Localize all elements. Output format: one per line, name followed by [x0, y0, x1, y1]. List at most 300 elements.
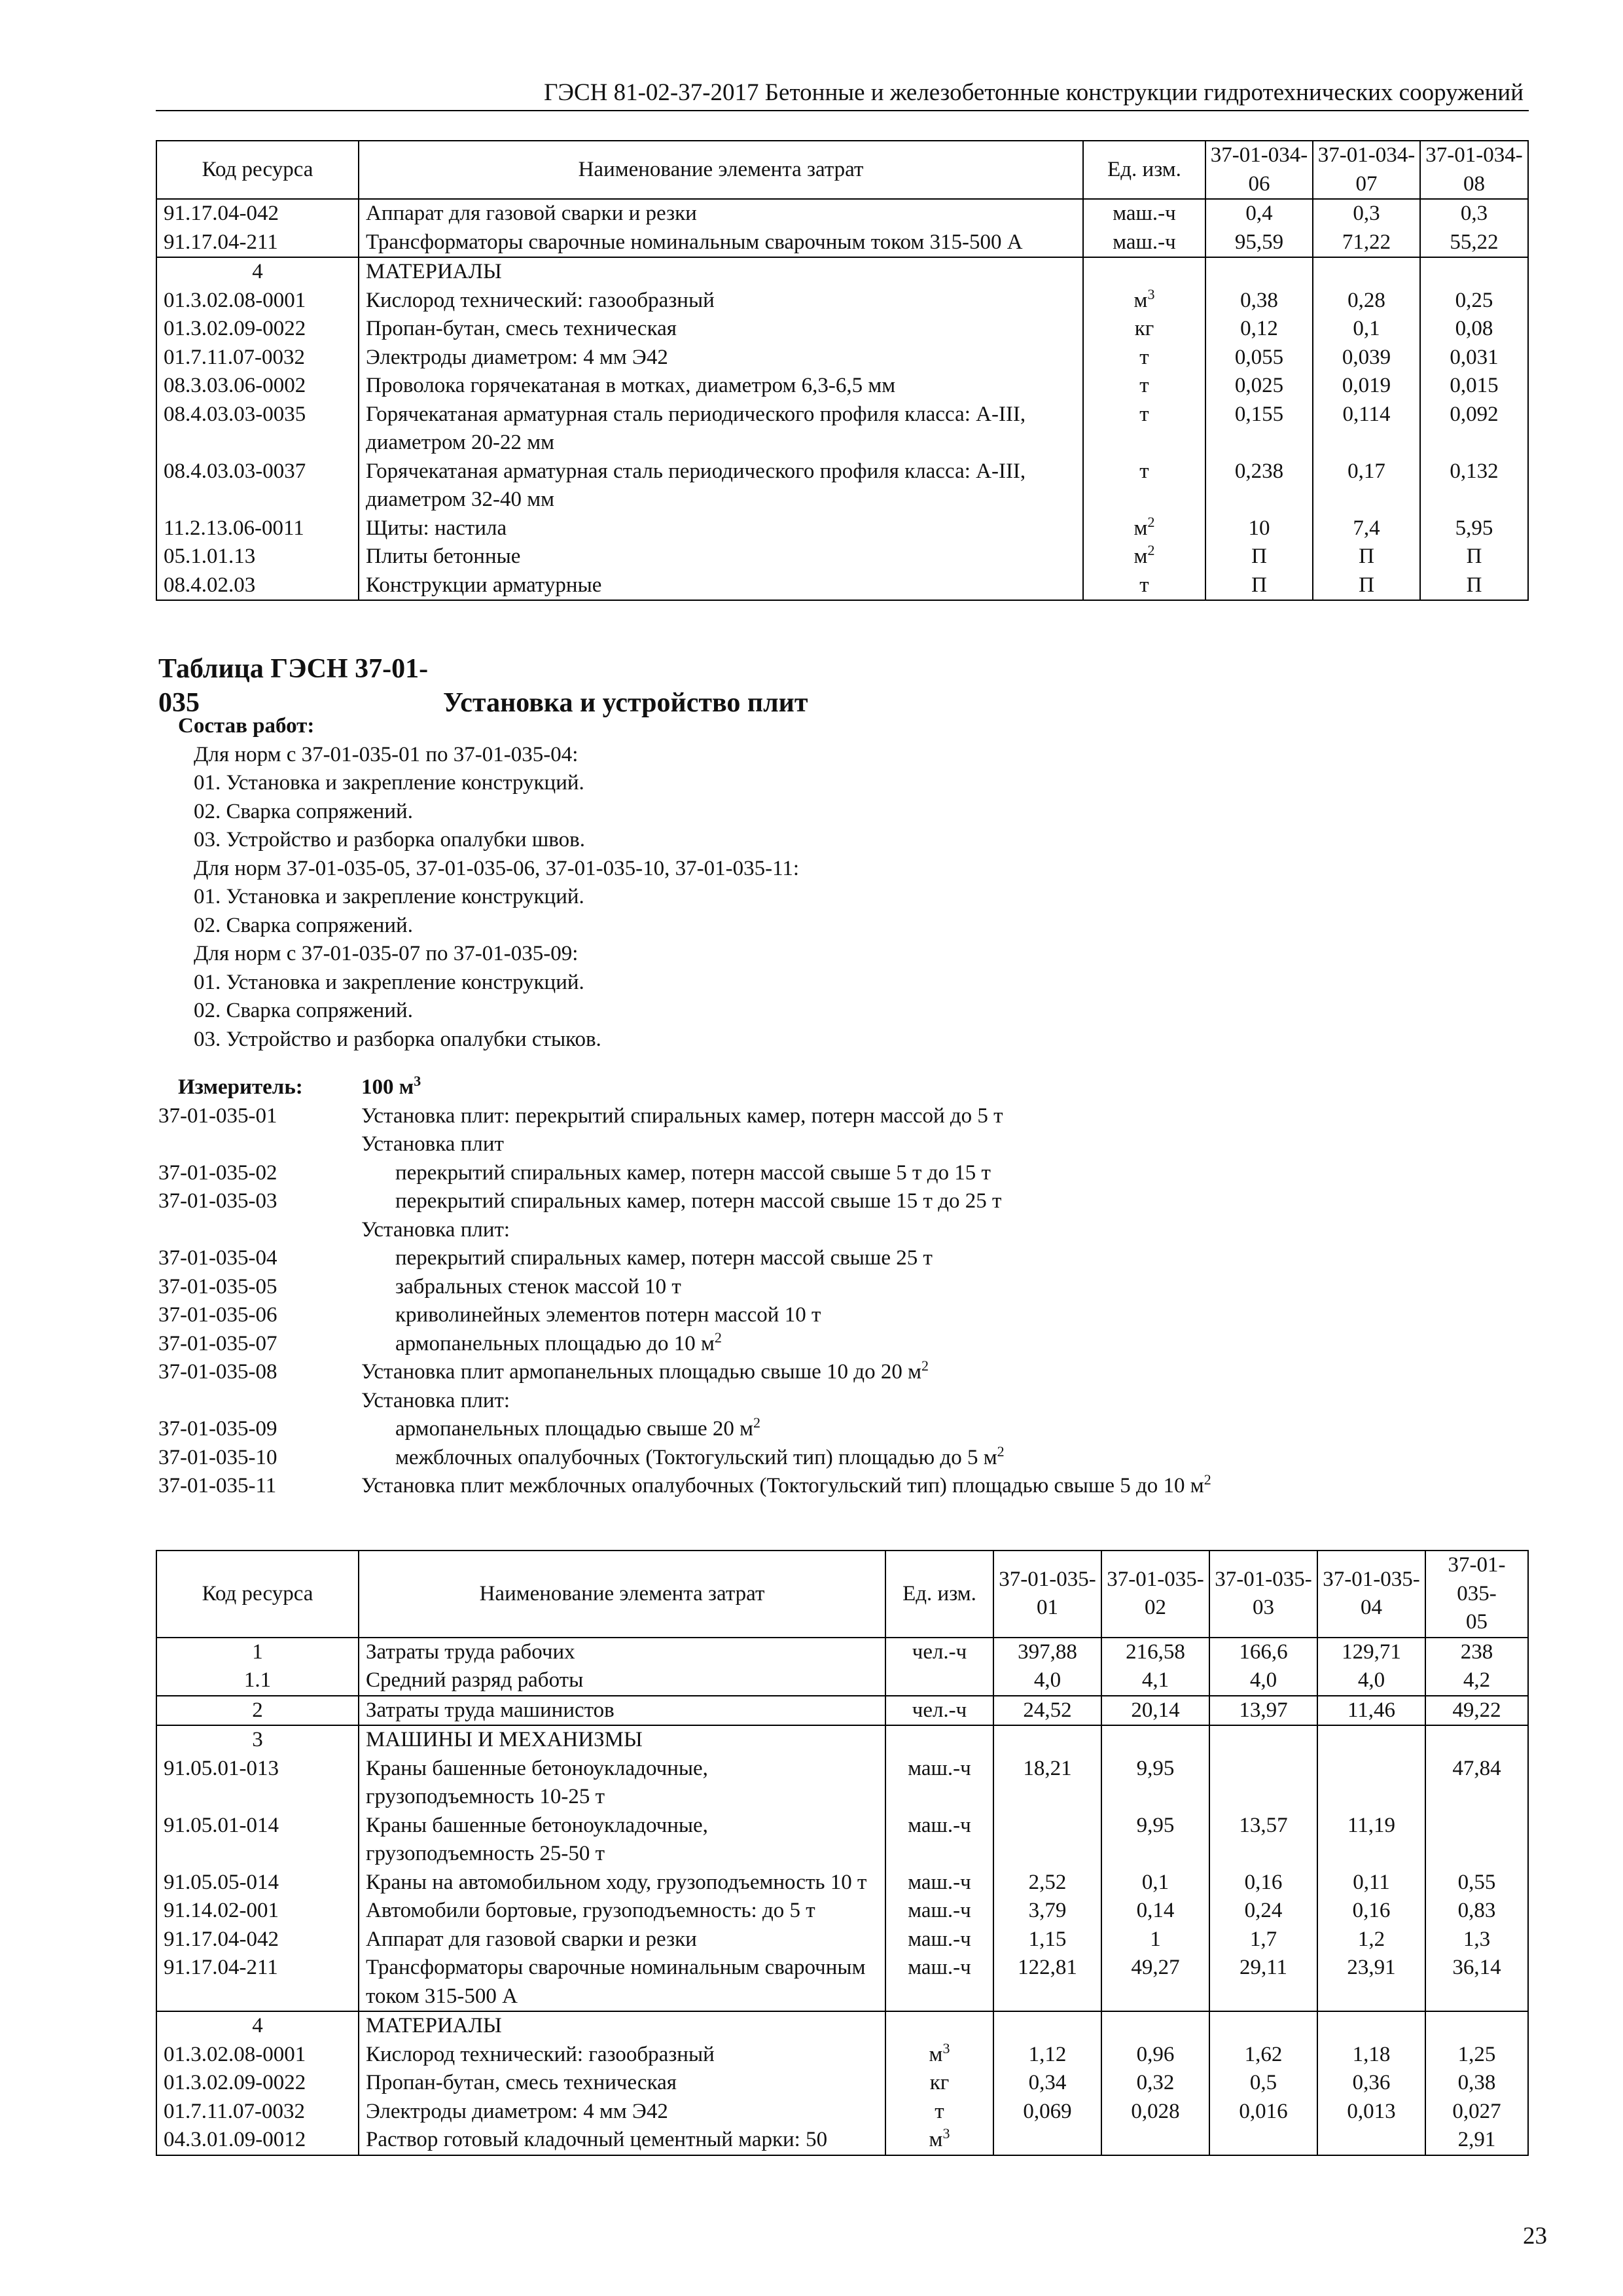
unit-power: 3: [1147, 285, 1155, 302]
table-row: [156, 571, 1528, 601]
unit-base: м: [929, 2042, 943, 2066]
norm-description: [361, 1102, 1598, 1131]
resource-unit: маш.-ч: [885, 1755, 993, 1812]
composition-line: 01. Установка и закрепление конструкций.: [194, 771, 584, 795]
norm-value: 0,055: [1205, 344, 1313, 372]
norm-value: 9,95: [1101, 1812, 1209, 1869]
col-header-code: Код ресурса: [156, 1551, 359, 1638]
resource-code: 08.4.03.03-0037: [156, 457, 359, 514]
norm-text: криволинейных элементов потерн массой 10 т: [395, 1303, 821, 1327]
norm-code: [158, 1130, 361, 1159]
norm-row: [158, 1444, 1598, 1473]
norm-value: [993, 1725, 1101, 1755]
resource-code: 01.7.11.07-0032: [156, 2098, 359, 2126]
resource-name: Кислород технический: газообразный: [359, 287, 1083, 315]
unit-base: м: [1133, 288, 1148, 312]
norm-text: Установка плит:: [361, 1388, 510, 1412]
norm-value: 0,031: [1420, 344, 1528, 372]
norm-description: [361, 1159, 1598, 1188]
norm-value: [1317, 1755, 1425, 1812]
resource-code: 11.2.13.06-0011: [156, 514, 359, 543]
table-row: [156, 1954, 1528, 2011]
norm-text: перекрытий спиральных камер, потерн массой свыше 25 т: [395, 1246, 933, 1270]
table-row: [156, 228, 1528, 258]
table-body: [156, 199, 1528, 600]
norm-value: 397,88: [993, 1638, 1101, 1667]
norm-row: [158, 1415, 1598, 1444]
norm-value: 0,96: [1101, 2041, 1209, 2070]
resource-name: Кислород технический: газообразный: [359, 2041, 885, 2070]
norm-value: 1,3: [1425, 1926, 1528, 1954]
norm-code: [158, 1216, 361, 1245]
norm-value: 0,11: [1317, 1869, 1425, 1897]
resource-unit: [885, 2041, 993, 2070]
norm-text: Установка плит:: [361, 1217, 510, 1242]
norm-value: 0,3: [1420, 199, 1528, 228]
norm-value: 36,14: [1425, 1954, 1528, 2011]
resource-name: Плиты бетонные: [359, 543, 1083, 571]
composition-line: 03. Устройство и разборка опалубки швов.: [194, 828, 585, 852]
norm-value: 0,28: [1313, 287, 1420, 315]
table-row: [156, 1926, 1528, 1954]
norm-value: 23,91: [1317, 1954, 1425, 2011]
unit-power: 3: [942, 2125, 950, 2142]
norm-code: 37-01-035-06: [158, 1303, 277, 1327]
norm-value: 0,12: [1205, 315, 1313, 344]
norm-value: 4,0: [993, 1666, 1101, 1696]
table-row: [156, 1897, 1528, 1926]
resource-unit: т: [1083, 372, 1205, 401]
resource-unit: кг: [885, 2069, 993, 2098]
resource-code: 01.3.02.09-0022: [156, 2069, 359, 2098]
norm-value: 0,1: [1101, 1869, 1209, 1897]
norm-value: 13,97: [1209, 1696, 1317, 1726]
norm-row: [158, 1216, 1598, 1245]
norm-description: [361, 1216, 1598, 1245]
resource-code: 91.17.04-042: [156, 199, 359, 228]
resource-name: Раствор готовый кладочный цементный марки: 50: [359, 2126, 885, 2155]
norm-value: 0,027: [1425, 2098, 1528, 2126]
norm-value: [1425, 1812, 1528, 1869]
resource-name: Трансформаторы сварочные номинальным сварочным током 315-500 А: [359, 1954, 885, 2011]
norm-value: 0,83: [1425, 1897, 1528, 1926]
norm-value: 0,039: [1313, 344, 1420, 372]
norm-value: 0,019: [1313, 372, 1420, 401]
norm-value: 1: [1101, 1926, 1209, 1954]
composition-line: 03. Устройство и разборка опалубки стыков.: [194, 1027, 601, 1051]
col-header-norm: 37-01-034- 06: [1205, 141, 1313, 199]
resource-unit: т: [1083, 457, 1205, 514]
resource-code: 01.7.11.07-0032: [156, 344, 359, 372]
resource-code: 01.3.02.08-0001: [156, 2041, 359, 2070]
norm-value: [993, 1812, 1101, 1869]
col-header-norm: 37-01-035- 04: [1317, 1551, 1425, 1638]
norm-value: 0,132: [1420, 457, 1528, 514]
resource-code: 1: [156, 1638, 359, 1667]
norm-rows: [158, 1102, 1598, 1501]
resource-unit: т: [1083, 571, 1205, 601]
norm-value: 0,55: [1425, 1869, 1528, 1897]
norm-value: 122,81: [993, 1954, 1101, 2011]
col-header-norm: 37-01-035- 03: [1209, 1551, 1317, 1638]
norm-value: 4,0: [1317, 1666, 1425, 1696]
resource-unit: чел.-ч: [885, 1638, 993, 1667]
composition-line: 02. Сварка сопряжений.: [194, 999, 413, 1022]
unit-base: м: [1133, 545, 1148, 568]
unit-base: м: [929, 2128, 943, 2151]
norm-value: 0,32: [1101, 2069, 1209, 2098]
norm-value: 129,71: [1317, 1638, 1425, 1667]
table-name: Установка и устройство плит: [443, 688, 808, 718]
col-header-norm: 37-01-035- 01: [993, 1551, 1101, 1638]
resource-unit: маш.-ч: [885, 1897, 993, 1926]
resource-code: 91.17.04-211: [156, 1954, 359, 2011]
resource-name: Щиты: настила: [359, 514, 1083, 543]
norm-code: 37-01-035-08: [158, 1360, 277, 1384]
resource-name: Электроды диаметром: 4 мм Э42: [359, 344, 1083, 372]
norm-row: [158, 1472, 1598, 1501]
norm-row: [158, 1301, 1598, 1330]
norm-text: забральных стенок массой 10 т: [395, 1274, 681, 1299]
col-header-norm: 37-01-034- 07: [1313, 141, 1420, 199]
norm-value: [1209, 2126, 1317, 2155]
norm-value: 18,21: [993, 1755, 1101, 1812]
norm-value: 0,015: [1420, 372, 1528, 401]
resource-name: Конструкции арматурные: [359, 571, 1083, 601]
norm-unit-sup: 2: [997, 1443, 1005, 1460]
norm-value: [1101, 1725, 1209, 1755]
norm-value: 0,25: [1420, 287, 1528, 315]
norm-text: перекрытий спиральных камер, потерн массой свыше 5 т до 15 т: [395, 1160, 991, 1185]
norm-value: 0,4: [1205, 199, 1313, 228]
norm-text: Установка плит: [361, 1132, 504, 1156]
norm-value: 0,155: [1205, 401, 1313, 457]
resource-name: Средний разряд работы: [359, 1666, 885, 1696]
table-row: [156, 1869, 1528, 1897]
norm-value: [1101, 2011, 1209, 2041]
table-row: [156, 1666, 1528, 1696]
resource-code: 91.05.01-014: [156, 1812, 359, 1869]
norm-value: 0,34: [993, 2069, 1101, 2098]
resource-name: Краны башенные бетоноукладочные, грузоподъемность 10-25 т: [359, 1755, 885, 1812]
resource-code: 91.05.01-013: [156, 1755, 359, 1812]
table-header: [156, 141, 1528, 199]
norm-value: 0,025: [1205, 372, 1313, 401]
norm-value: 13,57: [1209, 1812, 1317, 1869]
norm-description: [361, 1130, 1598, 1159]
norm-value: 1,7: [1209, 1926, 1317, 1954]
norm-value: 20,14: [1101, 1696, 1209, 1726]
norm-value: 49,27: [1101, 1954, 1209, 2011]
col-header-norm: 37-01-035- 05: [1425, 1551, 1528, 1638]
norm-value: [1205, 257, 1313, 287]
table-row: [156, 1755, 1528, 1812]
norm-value: 0,3: [1313, 199, 1420, 228]
resource-code: 08.4.03.03-0035: [156, 401, 359, 457]
norm-value: 0,092: [1420, 401, 1528, 457]
table-body: [156, 1638, 1528, 2155]
norm-value: 2,91: [1425, 2126, 1528, 2155]
table-row: [156, 2069, 1528, 2098]
col-header-code: Код ресурса: [156, 141, 359, 199]
norm-unit-sup: 2: [1204, 1471, 1211, 1488]
table-row: [156, 543, 1528, 571]
norm-description: [361, 1472, 1598, 1501]
norm-value: 0,08: [1420, 315, 1528, 344]
norm-value: 0,36: [1317, 2069, 1425, 2098]
document-title: ГЭСН 81-02-37-2017 Бетонные и железобетонные конструкции гидротехнических сооружений: [544, 79, 1524, 106]
norm-row: [158, 1130, 1598, 1159]
resource-name: Краны на автомобильном ходу, грузоподъемность 10 т: [359, 1869, 885, 1897]
unit-base: м: [1133, 516, 1148, 540]
norm-value: П: [1205, 571, 1313, 601]
norm-code: 37-01-035-07: [158, 1331, 277, 1355]
norm-value: 49,22: [1425, 1696, 1528, 1726]
norm-row: [158, 1102, 1598, 1131]
norm-row: [158, 1273, 1598, 1302]
table-row: [156, 401, 1528, 457]
norm-value: [1313, 257, 1420, 287]
resource-code: 2: [156, 1696, 359, 1726]
unit-power: 2: [1147, 542, 1155, 558]
col-header-name: Наименование элемента затрат: [359, 1551, 885, 1638]
col-header-norm: 37-01-035- 02: [1101, 1551, 1209, 1638]
norm-value: П: [1420, 571, 1528, 601]
resource-code: 08.3.03.06-0002: [156, 372, 359, 401]
norm-value: 1,2: [1317, 1926, 1425, 1954]
norm-value: 0,1: [1313, 315, 1420, 344]
norm-value: 24,52: [993, 1696, 1101, 1726]
norm-value: 0,38: [1425, 2069, 1528, 2098]
norm-value: [1420, 257, 1528, 287]
resource-unit: [1083, 514, 1205, 543]
header-rule: [156, 110, 1529, 111]
norm-value: 0,013: [1317, 2098, 1425, 2126]
norm-value: 1,25: [1425, 2041, 1528, 2070]
resource-name: Автомобили бортовые, грузоподъемность: до 5 т: [359, 1897, 885, 1926]
norm-value: 0,069: [993, 2098, 1101, 2126]
meter-row: [158, 1073, 1598, 1102]
resource-unit: т: [1083, 344, 1205, 372]
resource-table-035: [156, 1550, 1529, 2156]
table-row: [156, 1696, 1528, 1726]
norm-value: 0,028: [1101, 2098, 1209, 2126]
resource-unit: [885, 2011, 993, 2041]
resource-name: МАШИНЫ И МЕХАНИЗМЫ: [359, 1725, 885, 1755]
table-row: [156, 315, 1528, 344]
norm-value: 0,016: [1209, 2098, 1317, 2126]
resource-unit: маш.-ч: [1083, 199, 1205, 228]
resource-name: Пропан-бутан, смесь техническая: [359, 2069, 885, 2098]
resource-unit: маш.-ч: [885, 1812, 993, 1869]
resource-name: Затраты труда машинистов: [359, 1696, 885, 1726]
norm-code: 37-01-035-01: [158, 1103, 277, 1128]
norm-unit-sup: 2: [921, 1357, 929, 1374]
norm-value: 0,14: [1101, 1897, 1209, 1926]
page-header: [156, 77, 1529, 111]
resource-code: 1.1: [156, 1666, 359, 1696]
norm-value: 1,62: [1209, 2041, 1317, 2070]
meter-value-text: 100 м: [361, 1075, 414, 1099]
table-row: [156, 2126, 1528, 2155]
norm-text: перекрытий спиральных камер, потерн массой свыше 15 т до 25 т: [395, 1189, 1002, 1213]
norm-row: [158, 1330, 1598, 1359]
norm-value: 0,114: [1313, 401, 1420, 457]
resource-code: 91.05.05-014: [156, 1869, 359, 1897]
norm-value: П: [1205, 543, 1313, 571]
table-row: [156, 2041, 1528, 2070]
norm-row: [158, 1187, 1598, 1216]
norm-code: [158, 1387, 361, 1416]
resource-code: 05.1.01.13: [156, 543, 359, 571]
table-row: [156, 344, 1528, 372]
norm-value: [1209, 1755, 1317, 1812]
resource-unit: кг: [1083, 315, 1205, 344]
norm-value: П: [1313, 571, 1420, 601]
norm-unit-sup: 2: [753, 1414, 761, 1431]
resource-code: 91.17.04-042: [156, 1926, 359, 1954]
norm-value: 5,95: [1420, 514, 1528, 543]
norm-value: 0,16: [1317, 1897, 1425, 1926]
norm-value: 0,24: [1209, 1897, 1317, 1926]
norm-description: [361, 1273, 1598, 1302]
norm-description: [361, 1330, 1598, 1359]
norm-value: 1,15: [993, 1926, 1101, 1954]
norm-value: 7,4: [1313, 514, 1420, 543]
norm-value: П: [1420, 543, 1528, 571]
table-row: [156, 287, 1528, 315]
norm-value: [1101, 2126, 1209, 2155]
norm-value: 166,6: [1209, 1638, 1317, 1667]
resource-name: Пропан-бутан, смесь техническая: [359, 315, 1083, 344]
resource-unit: [885, 1725, 993, 1755]
norm-value: 10: [1205, 514, 1313, 543]
norm-code: 37-01-035-11: [158, 1474, 277, 1498]
norm-value: [1317, 1725, 1425, 1755]
norm-unit-sup: 2: [714, 1329, 722, 1346]
norm-value: 4,2: [1425, 1666, 1528, 1696]
norm-description: [361, 1387, 1598, 1416]
composition-line: Для норм с 37-01-035-07 по 37-01-035-09:: [194, 942, 579, 965]
table-header: [156, 1551, 1528, 1638]
table-title: [158, 652, 808, 720]
norm-value: [993, 2011, 1101, 2041]
norm-description: [361, 1444, 1598, 1473]
composition-lines: [178, 741, 1552, 1054]
norm-value: 95,59: [1205, 228, 1313, 258]
norm-value: 1,12: [993, 2041, 1101, 2070]
unit-power: 3: [942, 2039, 950, 2056]
norm-row: [158, 1244, 1598, 1273]
resource-name: Горячекатаная арматурная сталь периодического профиля класса: А-III, диаметром 20-22 мм: [359, 401, 1083, 457]
norm-code: 37-01-035-09: [158, 1417, 277, 1441]
resource-code: 01.3.02.08-0001: [156, 287, 359, 315]
norm-value: 71,22: [1313, 228, 1420, 258]
resource-unit: маш.-ч: [1083, 228, 1205, 258]
norm-value: 0,17: [1313, 457, 1420, 514]
resource-name: Краны башенные бетоноукладочные, грузоподъемность 25-50 т: [359, 1812, 885, 1869]
composition-heading: Состав работ:: [178, 714, 315, 738]
norm-description: [361, 1301, 1598, 1330]
composition-line: Для норм 37-01-035-05, 37-01-035-06, 37-01-035-10, 37-01-035-11:: [194, 856, 800, 880]
norm-value: 1,18: [1317, 2041, 1425, 2070]
norm-value: 29,11: [1209, 1954, 1317, 2011]
resource-name: Электроды диаметром: 4 мм Э42: [359, 2098, 885, 2126]
norm-code: 37-01-035-02: [158, 1160, 277, 1185]
norm-value: [1425, 2011, 1528, 2041]
norm-value: 4,0: [1209, 1666, 1317, 1696]
resource-code: 3: [156, 1725, 359, 1755]
header-row: [156, 141, 1528, 199]
composition-line: 01. Установка и закрепление конструкций.: [194, 885, 584, 908]
norm-code: 37-01-035-03: [158, 1189, 277, 1213]
norm-value: [993, 2126, 1101, 2155]
norm-value: 238: [1425, 1638, 1528, 1667]
table-row: [156, 2098, 1528, 2126]
table-row: [156, 1725, 1528, 1755]
resource-code: 4: [156, 257, 359, 287]
norm-text: Установка плит: перекрытий спиральных камер, потерн массой до 5 т: [361, 1103, 1003, 1128]
resource-name: Затраты труда рабочих: [359, 1638, 885, 1667]
meter-label: Измеритель:: [178, 1075, 303, 1099]
meter-value-sup: 3: [414, 1073, 421, 1089]
col-header-unit: Ед. изм.: [1083, 141, 1205, 199]
norm-value: [1209, 2011, 1317, 2041]
norm-text: межблочных опалубочных (Токтогульский тип) площадью до 5 м: [395, 1445, 997, 1469]
meter-value: [361, 1073, 1598, 1102]
norm-text: армопанельных площадью свыше 20 м: [395, 1417, 754, 1441]
norm-value: 11,19: [1317, 1812, 1425, 1869]
resource-name: Проволока горячекатаная в мотках, диаметром 6,3-6,5 мм: [359, 372, 1083, 401]
header-row: [156, 1551, 1528, 1638]
norm-description: [361, 1187, 1598, 1216]
norm-value: 216,58: [1101, 1638, 1209, 1667]
norm-value: 55,22: [1420, 228, 1528, 258]
unit-power: 2: [1147, 513, 1155, 530]
resource-name: Аппарат для газовой сварки и резки: [359, 1926, 885, 1954]
norm-value: 11,46: [1317, 1696, 1425, 1726]
resource-code: 01.3.02.09-0022: [156, 315, 359, 344]
resource-unit: [885, 2126, 993, 2155]
resource-code: 91.14.02-001: [156, 1897, 359, 1926]
norm-row: [158, 1358, 1598, 1387]
norms-list: [158, 1073, 1598, 1501]
col-header-norm: 37-01-034- 08: [1420, 141, 1528, 199]
norm-value: 2,52: [993, 1869, 1101, 1897]
resource-code: 91.17.04-211: [156, 228, 359, 258]
col-header-unit: Ед. изм.: [885, 1551, 993, 1638]
norm-value: 0,238: [1205, 457, 1313, 514]
norm-description: [361, 1358, 1598, 1387]
table-row: [156, 457, 1528, 514]
composition-line: 02. Сварка сопряжений.: [194, 799, 413, 823]
norm-text: армопанельных площадью до 10 м: [395, 1331, 715, 1355]
resource-unit: т: [1083, 401, 1205, 457]
norm-value: 0,5: [1209, 2069, 1317, 2098]
table-number: Таблица ГЭСН 37-01-035: [158, 654, 429, 718]
table-row: [156, 514, 1528, 543]
resource-name: Аппарат для газовой сварки и резки: [359, 199, 1083, 228]
composition-line: Для норм с 37-01-035-01 по 37-01-035-04:: [194, 742, 579, 766]
norm-value: [1209, 1725, 1317, 1755]
table-row: [156, 1812, 1528, 1869]
norm-value: 3,79: [993, 1897, 1101, 1926]
resource-name: МАТЕРИАЛЫ: [359, 2011, 885, 2041]
resource-unit: маш.-ч: [885, 1926, 993, 1954]
resource-code: 4: [156, 2011, 359, 2041]
resource-unit: т: [885, 2098, 993, 2126]
norm-value: 47,84: [1425, 1755, 1528, 1812]
